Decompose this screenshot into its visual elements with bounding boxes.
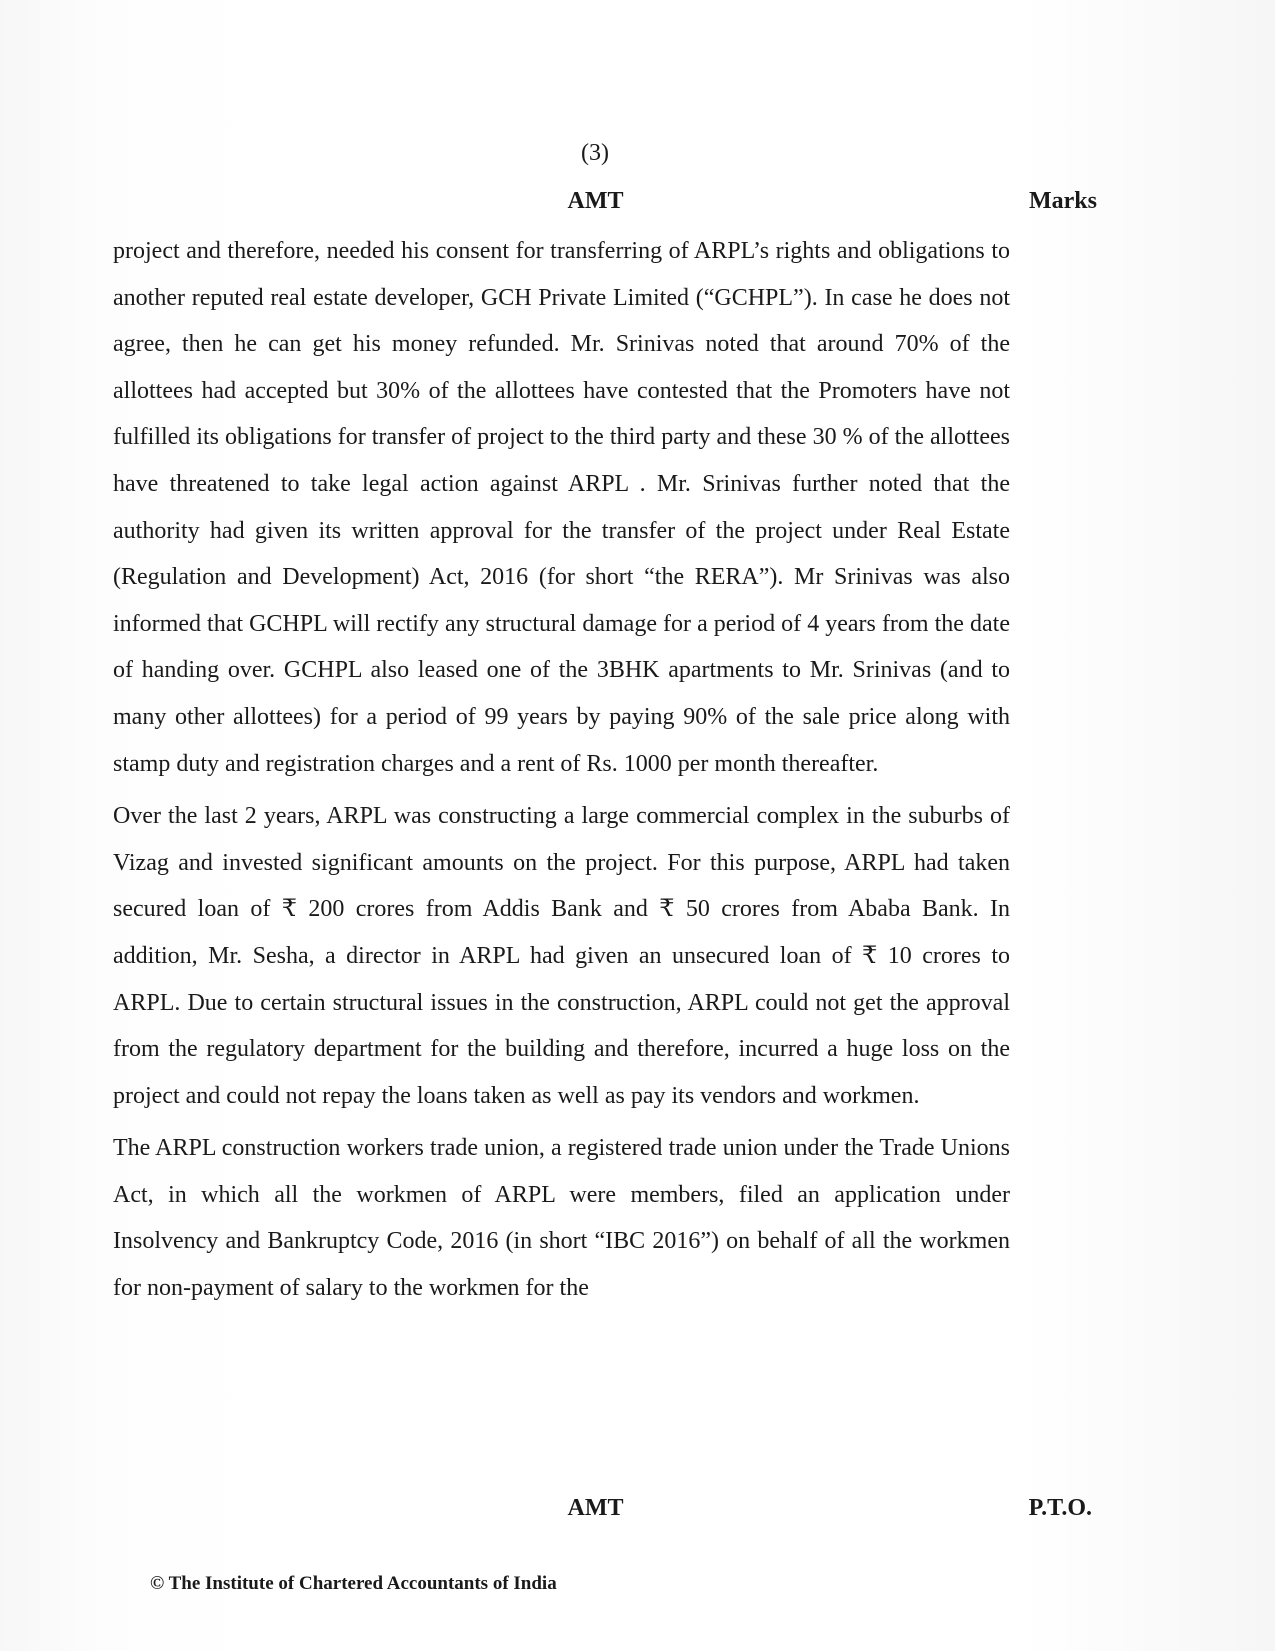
body-text [113, 228, 1010, 1318]
page-footer [112, 1495, 1092, 1529]
header-marks-label: Marks [1029, 188, 1097, 214]
page-header [112, 188, 1097, 222]
footer-pto: P.T.O. [1028, 1495, 1092, 1521]
paragraph-2: Over the last 2 years, ARPL was constructing a large commercial complex in the suburbs of Vizag and invested significant amounts on the project. For this purpose, ARPL had taken secured loan of ₹ 200 crores from Addis Bank and ₹ 50 crores from Ababa Bank. In addition, Mr. Sesha, a director in ARPL had given an unsecured loan of ₹ 10 crores to ARPL. Due to certain structural issues in the construction, ARPL could not get the approval from the regulatory department for the building and therefore, incurred a huge loss on the project and could not repay the loans taken as well as pay its vendors and workmen. [113, 803, 1010, 1109]
copyright-notice: © The Institute of Chartered Accountants of India [150, 1573, 557, 1594]
page-number: (3) [581, 140, 609, 166]
footer-paper-code: AMT [567, 1495, 624, 1521]
paragraph-3: The ARPL construction workers trade union, a registered trade union under the Trade Unions Act, in which all the workmen of ARPL were members, filed an application under Insolvency and Bankruptcy Code, 2016 (in short “IBC 2016”) on behalf of all the workmen for non-payment of salary to the workmen for the [113, 1135, 1010, 1302]
paragraph-1: project and therefore, needed his consent for transferring of ARPL’s rights and obligations to another reputed real estate developer, GCH Private Limited (“GCHPL”). In case he does not agree, then he can get his money refunded. Mr. Srinivas noted that around 70% of the allottees had accepted but 30% of the allottees have contested that the Promoters have not fulfilled its obligations for transfer of project to the third party and these 30 % of the allottees have threatened to take legal action against ARPL . Mr. Srinivas further noted that the authority had given its written approval for the transfer of the project under Real Estate (Regulation and Development) Act, 2016 (for short “the RERA”). Mr Srinivas was also informed that GCHPL will rectify any structural damage for a period of 4 years from the date of handing over. GCHPL also leased one of the 3BHK apartments to Mr. Srinivas (and to many other allottees) for a period of 99 years by paying 90% of the sale price along with stamp duty and registration charges and a rent of Rs. 1000 per month thereafter. [113, 238, 1010, 777]
header-paper-code: AMT [567, 188, 624, 214]
